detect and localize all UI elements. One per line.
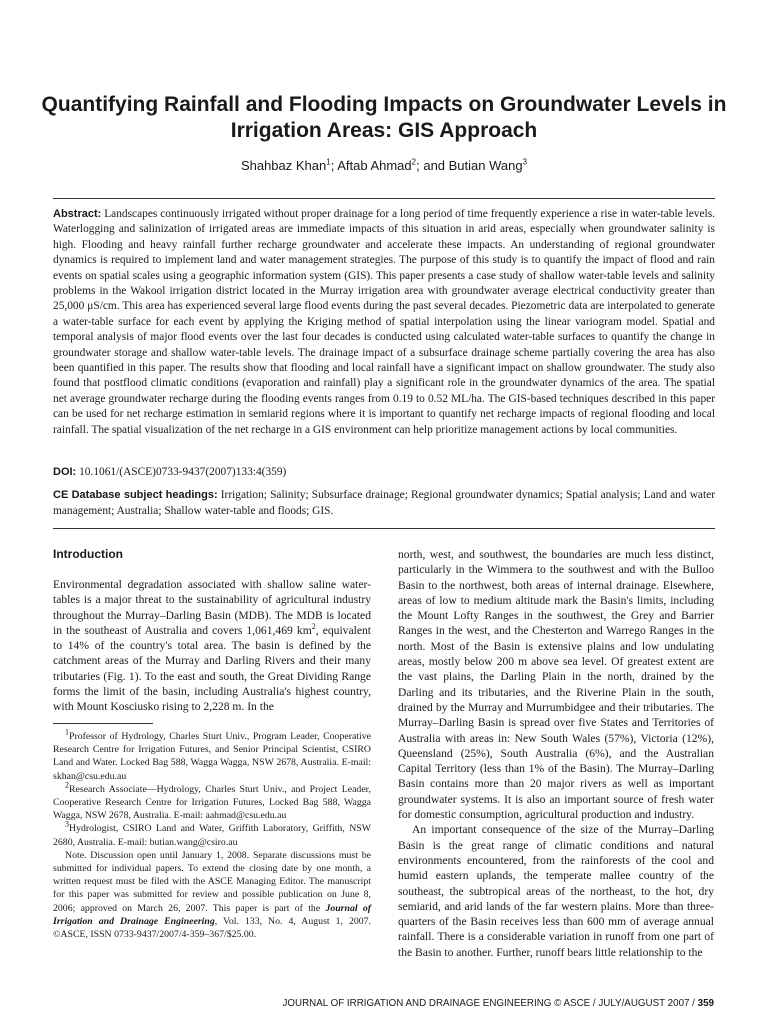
footnote-mark: 3 [65, 820, 69, 830]
journal-name: Journal of Irrigation and Drainage Engineering [53, 902, 371, 927]
paper-title: Quantifying Rainfall and Flooding Impacts on Groundwater Levels in Irrigation Areas: GIS Approach [41, 93, 727, 142]
abstract-text: Landscapes continuously irrigated without proper drainage for a long period of time frequently experience a rise in water-table levels. Waterlogging and salinization of irrigated areas are immediate impacts of this situation in arid areas, especially when groundwater salinity is high. Flooding and heavy rainfall further recharge groundwater and accelerate these impacts. An understanding of regional groundwater dynamics is required to implement land and water management strategies. The purpose of this study is to quantify the impact of flood and rain events on spatial scales using a geographic information system (GIS). This paper presents a case study of shallow water-table levels and salinity problems in the Wakool irrigation district located in the Murray irrigation area with groundwater average electrical conductivity greater than 25,000 μS/cm. This area has experienced several large flood events during the past several decades. Piezometric data are interpolated to generate a water-table surface for each event by applying the Kriging method of spatial interpolation using the linear variogram model. Spatial and temporal analysis of major flood events over the last four decades is conducted using calculated water-table surfaces to quantify the change in groundwater storage and shallow water-table levels. The drainage impact of a subsurface drainage scheme partially covering the area has also been quantified in this paper. The results show that flooding and local rainfall have a significant impact on shallow groundwater. The study also found that postflood climatic conditions (evaporation and rainfall) play a significant role in the groundwater dynamics of the area. The spatial net average groundwater recharge during the flooding events ranges from 0.19 to 0.52 ML/ha. The GIS-based techniques described in this paper can be used for net recharge estimation in semiarid regions where it is important to quantify net recharge impacts of regional flooding and local rainfall. The spatial visualization of the net recharge in a GIS environment can help prioritize management actions by local communities. [53, 208, 715, 436]
doi-label: DOI: [53, 466, 77, 478]
author-affiliation-mark: 2 [411, 157, 417, 167]
subject-headings-label: CE Database subject headings: [53, 489, 218, 501]
abstract-label: Abstract: [53, 208, 102, 220]
footnote-text: Research Associate—Hydrology, Charles Sturt Univ., and Project Leader, Cooperative Research Centre for Irrigation Futures, Locked Bag 588, Wagga Wagga, NSW 2678, Australia. E-mail: aahmad@csu.edu.au [53, 783, 371, 822]
abstract [53, 207, 715, 438]
subject-headings-text: Irrigation; Salinity; Subsurface drainage; Regional groundwater dynamics; Spatial analysis; Land and water management; Australia; Shallow water-table and floods; GIS. [53, 489, 715, 517]
body-column-left [53, 577, 371, 715]
footnotes [53, 727, 372, 941]
footnote-mark: 1 [65, 727, 69, 737]
subject-headings [53, 488, 715, 519]
doi-link[interactable]: 10.1061/(ASCE)0733-9437(2007)133:4(359) [79, 466, 287, 478]
intro-paragraph: north, west, and southwest, the boundaries are much less distinct, particularly in the Wimmera to the southwest and with the Bulloo Basin to the northwest, both areas of internal drainage. Elsewhere, areas of low to medium altitude mark the Basin's limits, including the Mount Lofty Ranges in the southwest, the Grey and Barrier Ranges in the west, and the Chesterton and Warrego Ranges in the north. Most of the Basin is extensive plains and low undulating areas, mostly below 200 m above sea level. Of greatest extent are the vast plains, the Darling Plain in the north, drained by the Darling and its tributaries, and the Riverine Plain in the south, drained by the Murray and Murrumbidgee and their tributaries. The Murray–Darling Basin is spread over five States and Territories of Australia with areas in: New South Wales (57%), Victoria (12%), Queensland (25%), South Australia (6%), and the Australian Capital Territory (less than 1% of the Basin). The Murray–Darling Basin contains more than 20 major rivers as well as important groundwater systems. It is also an important source of fresh water for domestic consumption, agricultural production and industry. [398, 548, 714, 822]
page-footer [282, 998, 714, 1009]
footnote-text: Hydrologist, CSIRO Land and Water, Griffith Laboratory, Griffith, NSW 2680, Australia. E-mail: butian.wang@csiro.au [53, 823, 371, 848]
doi [53, 466, 715, 478]
footnote-mark: 2 [65, 780, 69, 790]
footnote-2 [53, 780, 371, 823]
footnote-1 [53, 727, 371, 783]
intro-paragraph-text: , equivalent to 14% of the country's total area. The basin is defined by the catchment areas of the Murray and Darling Rivers and their many tributaries (Fig. 1). To the east and south, the Great Dividing Range forms the limit of the basin, including Australia's highest country, with Mount Kosciusko rising to 2,228 m. In the [53, 623, 371, 714]
section-heading-introduction: Introduction [53, 547, 123, 561]
author-name: Shahbaz Khan [240, 158, 327, 173]
intro-paragraph: An important consequence of the size of the Murray–Darling Basin is the great range of climatic conditions and natural environments encountered, from the rainforests of the cool and humid eastern uplands, the temperate mallee country of the southeast, the subtropical areas of the northeast, to the hot, dry semiarid, and arid lands of the far western plains. More than three-quarters of the Basin receives less than 600 mm of average annual rainfall. There is a considerable variation in runoff from one part of the Basin to another. Further, runoff bears little relationship to the [398, 823, 714, 959]
author-separator: ; [330, 158, 338, 173]
author-name: Aftab Ahmad [337, 158, 412, 173]
body-column-right [398, 547, 714, 960]
author-list [40, 158, 728, 173]
discussion-note [53, 849, 371, 941]
page-number: 359 [697, 998, 714, 1009]
footnote-text: Professor of Hydrology, Charles Sturt Univ., Program Leader, Cooperative Research Centre for Irrigation Futures, and Senior Principal Scientist, CSIRO Land and Water. Locked Bag 588, Wagga Wagga, NSW 2678, Australia. E-mail: skhan@csu.edu.au [53, 731, 371, 782]
footnote-3 [53, 822, 371, 848]
abstract-divider [53, 528, 715, 529]
header-divider [53, 198, 715, 199]
author-affiliation-mark: 3 [522, 157, 528, 167]
author-name: Butian Wang [448, 158, 523, 173]
superscript: 2 [311, 622, 316, 632]
footnote-divider [53, 723, 153, 724]
author-separator: ; and [416, 158, 449, 173]
note-text: Note. Discussion open until January 1, 2008. Separate discussions must be submitted for individual papers. To extend the closing date by one month, a written request must be filed with the ASCE Managing Editor. The manuscript for this paper was submitted for review and possible publication on June 8, 2006; approved on March 26, 2007. This paper is part of the [53, 849, 371, 914]
note-text: , Vol. 133, No. 4, August 1, 2007. ©ASCE, ISSN 0733-9437/2007/4-359–367/$25.00. [53, 915, 372, 941]
journal-footer-text: JOURNAL OF IRRIGATION AND DRAINAGE ENGINEERING © ASCE / JULY/AUGUST 2007 / [282, 998, 698, 1009]
intro-paragraph-text: Environmental degradation associated with shallow saline water-tables is a major threat to the sustainability of agricultural industry throughout the Murray–Darling Basin (MDB). The MDB is located in the southeast of Australia and covers 1,061,469 km [53, 578, 371, 637]
author-affiliation-mark: 1 [326, 157, 331, 167]
